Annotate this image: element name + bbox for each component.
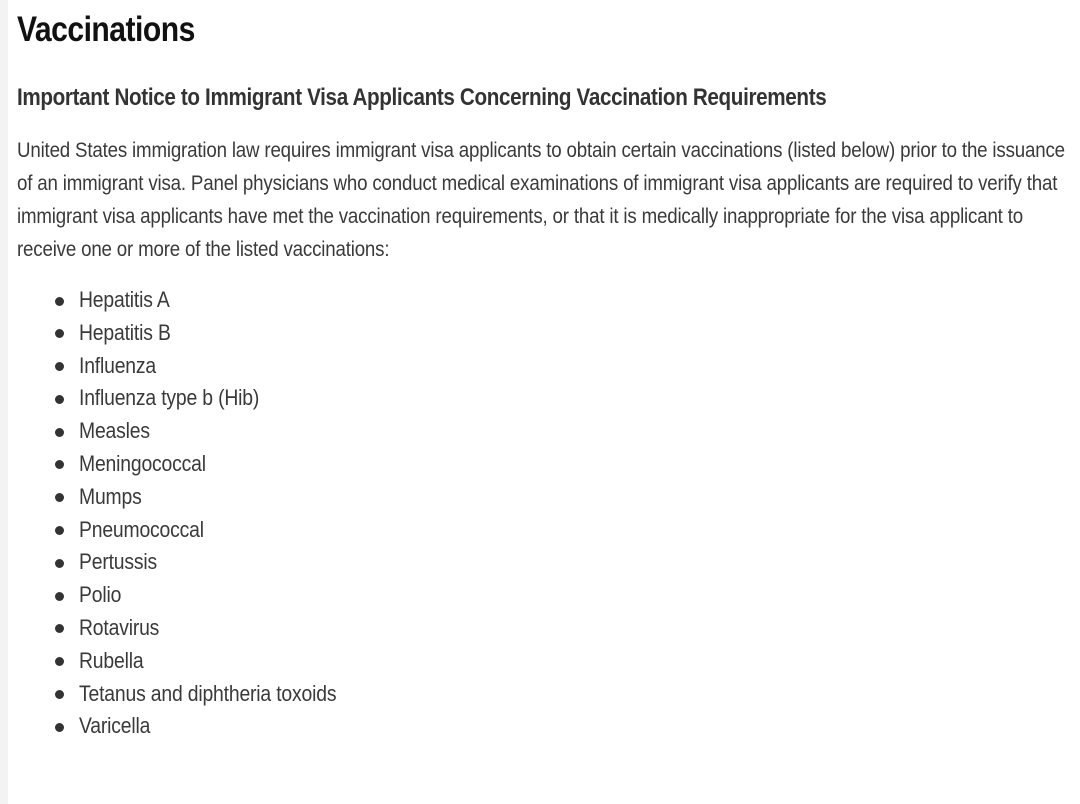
list-item (17, 317, 1069, 350)
intro-paragraph: United States immigration law requires immigrant visa applicants to obtain certain vaccinations (listed below) prior to the issuance of an immigrant visa. Panel physicians who conduct medical examinations of immigrant visa applicants are required to verify that immigrant visa applicants have met the vaccination requirements, or that it is medically inappropriate for the visa applicant to receive one or more of the listed vaccinations: (17, 138, 1065, 261)
vaccination-label: Measles (79, 418, 150, 444)
vaccination-label: Mumps (79, 483, 142, 509)
vaccination-list (17, 284, 1069, 743)
vaccination-label: Pertussis (79, 549, 158, 575)
list-item (17, 514, 1069, 547)
bullet-icon (55, 428, 64, 437)
bullet-icon (55, 395, 64, 404)
bullet-icon (55, 526, 64, 535)
list-item (17, 382, 1069, 415)
list-item (17, 579, 1069, 612)
bullet-icon (55, 493, 64, 502)
bullet-icon (55, 460, 64, 469)
list-item (17, 284, 1069, 317)
list-item (17, 678, 1069, 711)
vaccination-label: Hepatitis B (79, 319, 171, 345)
vaccination-label: Polio (79, 582, 122, 608)
list-item (17, 448, 1069, 481)
vaccination-label: Influenza type b (Hib) (79, 385, 260, 411)
bullet-icon (55, 559, 64, 568)
vaccination-label: Hepatitis A (79, 287, 170, 312)
list-item (17, 546, 1069, 579)
bullet-icon (55, 723, 64, 732)
vaccination-label: Pneumococcal (79, 516, 204, 542)
page-title: Vaccinations (17, 10, 195, 49)
list-item (17, 645, 1069, 678)
vaccination-label: Tetanus and diphtheria toxoids (79, 680, 337, 706)
bullet-icon (55, 329, 64, 338)
notice-heading: Important Notice to Immigrant Visa Applicants Concerning Vaccination Requirements (17, 84, 827, 111)
bullet-icon (55, 362, 64, 371)
vaccination-label: Varicella (79, 713, 151, 739)
list-item (17, 415, 1069, 448)
vaccination-label: Rubella (79, 647, 144, 673)
vaccination-label: Rotavirus (79, 614, 160, 640)
list-item (17, 612, 1069, 645)
vaccination-label: Influenza (79, 352, 156, 378)
bullet-icon (55, 690, 64, 699)
vaccination-label: Meningococcal (79, 450, 206, 476)
bullet-icon (55, 297, 64, 306)
list-item (17, 350, 1069, 383)
left-edge-divider (0, 0, 8, 804)
bullet-icon (55, 624, 64, 633)
list-item (17, 710, 1069, 743)
bullet-icon (55, 657, 64, 666)
bullet-icon (55, 592, 64, 601)
main-content (17, 8, 1069, 743)
list-item (17, 481, 1069, 514)
